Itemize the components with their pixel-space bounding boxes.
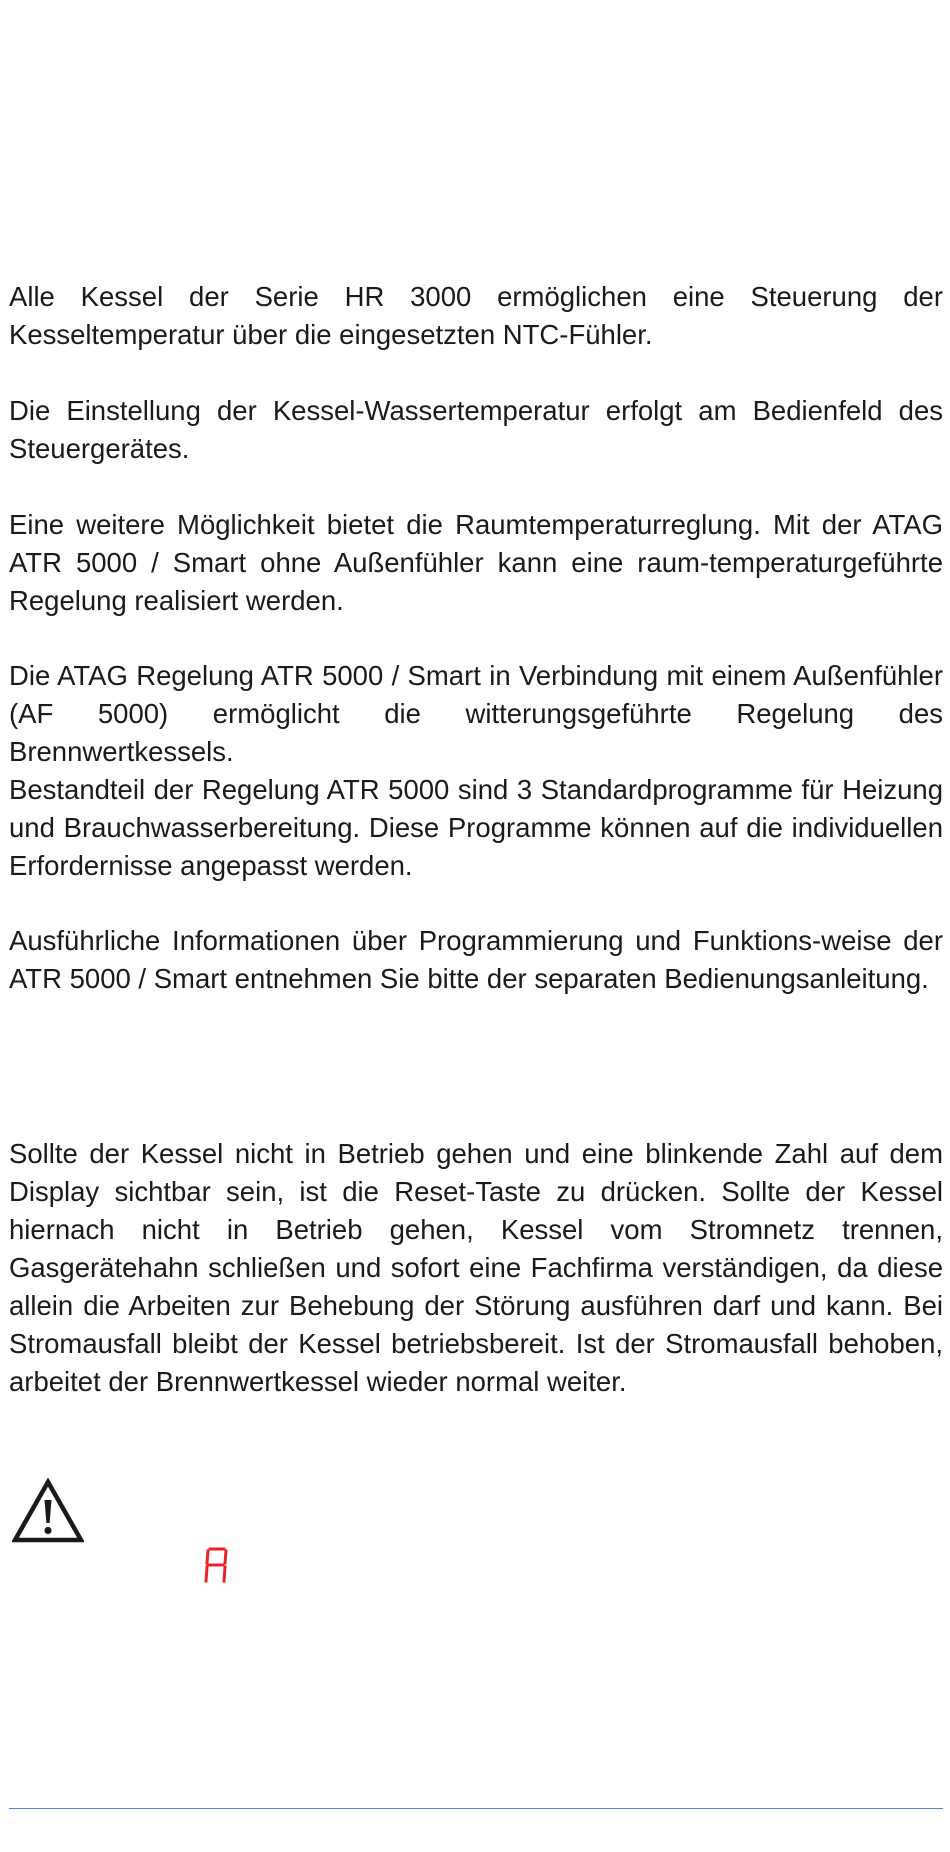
paragraph-water-temperature: Die Einstellung der Kessel-Wassertemperatur erfolgt am Bedienfeld des Steuergerätes. xyxy=(9,395,943,464)
paragraph-manual-reference: Ausführliche Informationen über Programmierung und Funktions-weise der ATR 5000 / Smart entnehmen Sie bitte der separaten Bedienungsanleitung. xyxy=(9,925,943,994)
paragraph-fault-reset: Sollte der Kessel nicht in Betrieb gehen und eine blinkende Zahl auf dem Display sichtbar sein, ist die Reset-Taste zu drücken. Sollte der Kessel hiernach nicht in Betrieb gehen, Kessel vom Stromnetz trennen, Gasgerätehahn schließen und sofort eine Fachfirma verständigen, da diese allein die Arbeiten zur Behebung der Störung ausführen darf und kann. Bei Stromausfall bleibt der Kessel betriebsbereit. Ist der Stromausfall behoben, arbeitet der Brennwertkessel wieder normal weiter. xyxy=(9,1138,943,1397)
paragraph-room-temperature: Eine weitere Möglichkeit bietet die Raumtemperaturreglung. Mit der ATAG ATR 5000 / Smart ohne Außenfühler kann eine raum-temperaturgeführte Regelung realisiert werden. xyxy=(9,509,943,616)
paragraph-standard-programs: Bestandteil der Regelung ATR 5000 sind 3 Standardprogramme für Heizung und Brauchwasserbereitung. Diese Programme können auf die individuellen Erfordernisse angepasst werden. xyxy=(9,774,943,881)
warning-triangle-icon xyxy=(12,1478,84,1544)
footer-divider xyxy=(9,1808,943,1809)
display-segment-icon xyxy=(203,1546,229,1584)
paragraph-weather-control: Die ATAG Regelung ATR 5000 / Smart in Verbindung mit einem Außenfühler (AF 5000) ermöglicht die witterungsgeführte Regelung des Brennwertkessels. xyxy=(9,660,943,767)
paragraph-ntc-control: Alle Kessel der Serie HR 3000 ermöglichen eine Steuerung der Kesseltemperatur über die eingesetzten NTC-Fühler. xyxy=(9,281,943,350)
